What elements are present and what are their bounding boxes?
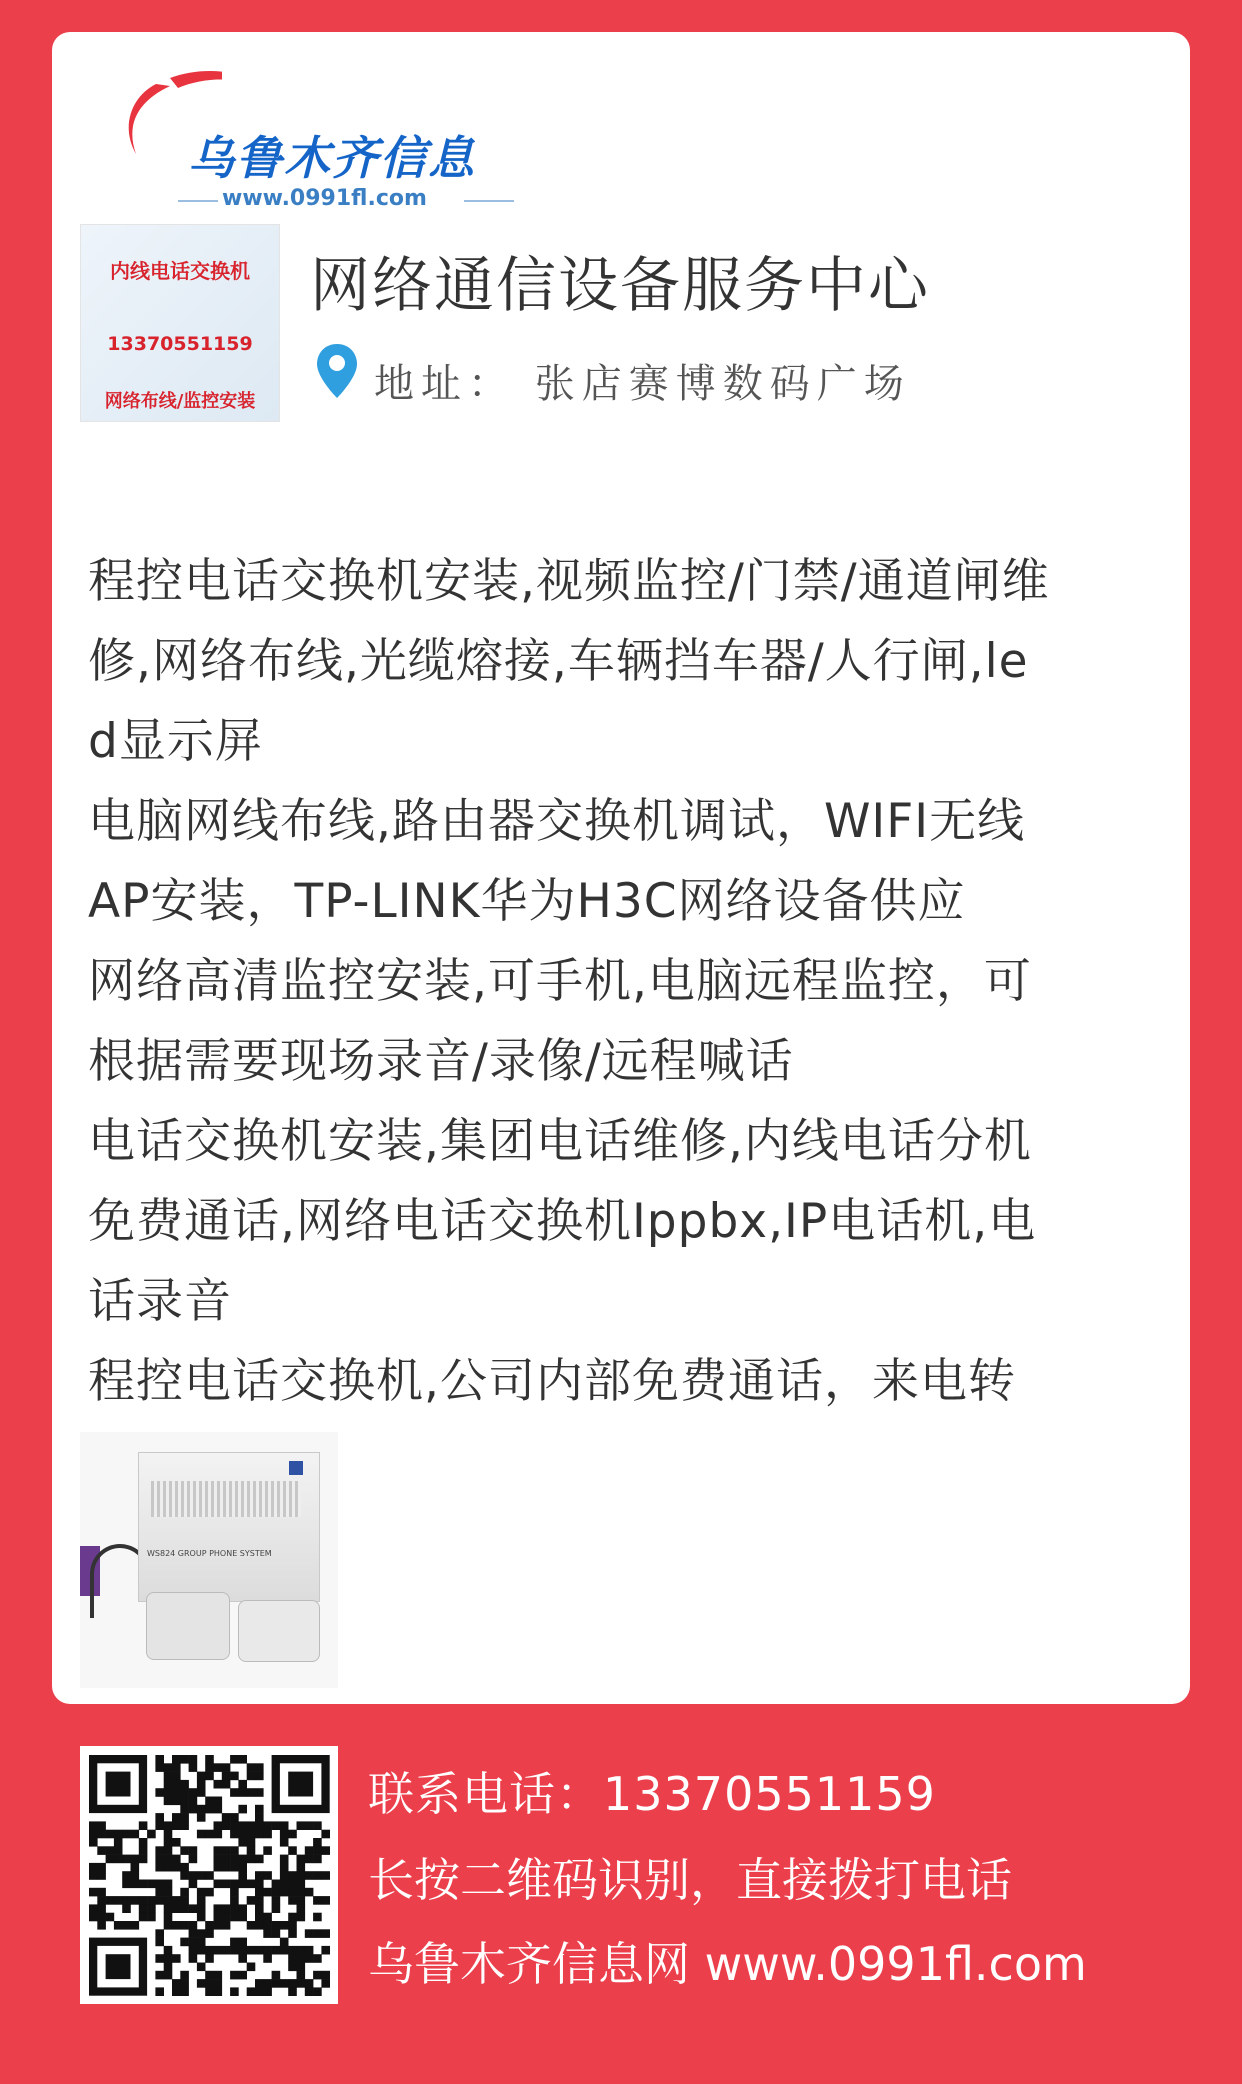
logo-name: 乌鲁木齐信息	[188, 131, 476, 185]
thumbnail-line: 13370551159	[107, 333, 253, 355]
contact-phone[interactable]: 联系电话：13370551159	[368, 1767, 936, 1821]
description-line: 电脑网线布线,路由器交换机调试，WIFI无线	[88, 794, 1026, 849]
description-line: 网络高清监控安装,可手机,电脑远程监控，可	[88, 954, 1032, 1009]
description-line: d显示屏	[88, 714, 263, 769]
info-card	[52, 32, 1190, 1704]
description-line: 程控电话交换机,公司内部免费通话，来电转	[88, 1354, 1016, 1409]
desk-phone-icon	[238, 1600, 320, 1662]
product-image[interactable]	[80, 1432, 338, 1688]
description-line: AP安装，TP-LINK华为H3C网络设备供应	[88, 874, 966, 929]
qr-hint: 长按二维码识别，直接拨打电话	[368, 1853, 1012, 1907]
description-line: 修,网络布线,光缆熔接,车辆挡车器/人行闸,le	[88, 634, 1029, 689]
pbx-grille	[151, 1481, 301, 1517]
description-line: 话录音	[88, 1274, 232, 1329]
service-description	[88, 542, 1158, 1422]
site-logo[interactable]	[92, 56, 492, 211]
description-line: 免费通话,网络电话交换机Ippbx,IP电话机,电	[88, 1194, 1037, 1249]
thumbnail-line: 内线电话交换机	[110, 259, 250, 283]
thumbnail-line: 网络布线/监控安装	[104, 391, 256, 412]
pbx-unit	[138, 1452, 320, 1602]
logo-url: www.0991fl.com	[222, 186, 427, 211]
shop-thumbnail[interactable]	[80, 224, 280, 422]
qr-code[interactable]	[80, 1746, 338, 2004]
site-footer-link[interactable]: 乌鲁木齐信息网 www.0991fl.com	[368, 1937, 1087, 1991]
description-line: 程控电话交换机安装,视频监控/门禁/通道闸维	[88, 554, 1050, 609]
pbx-label: WS824 GROUP PHONE SYSTEM	[147, 1549, 272, 1558]
logo-divider	[178, 200, 218, 202]
desk-phone-icon	[146, 1592, 230, 1660]
description-line: 根据需要现场录音/录像/远程喊话	[88, 1034, 794, 1089]
location-pin-icon	[314, 342, 360, 400]
description-line: 电话交换机安装,集团电话维修,内线电话分机	[88, 1114, 1032, 1169]
shop-title: 网络通信设备服务中心	[310, 251, 930, 321]
pbx-logo-icon	[289, 1461, 303, 1475]
qr-code-icon	[80, 1746, 338, 2004]
shop-address: 地址： 张店赛博数码广场	[374, 361, 911, 407]
logo-divider	[464, 200, 514, 202]
